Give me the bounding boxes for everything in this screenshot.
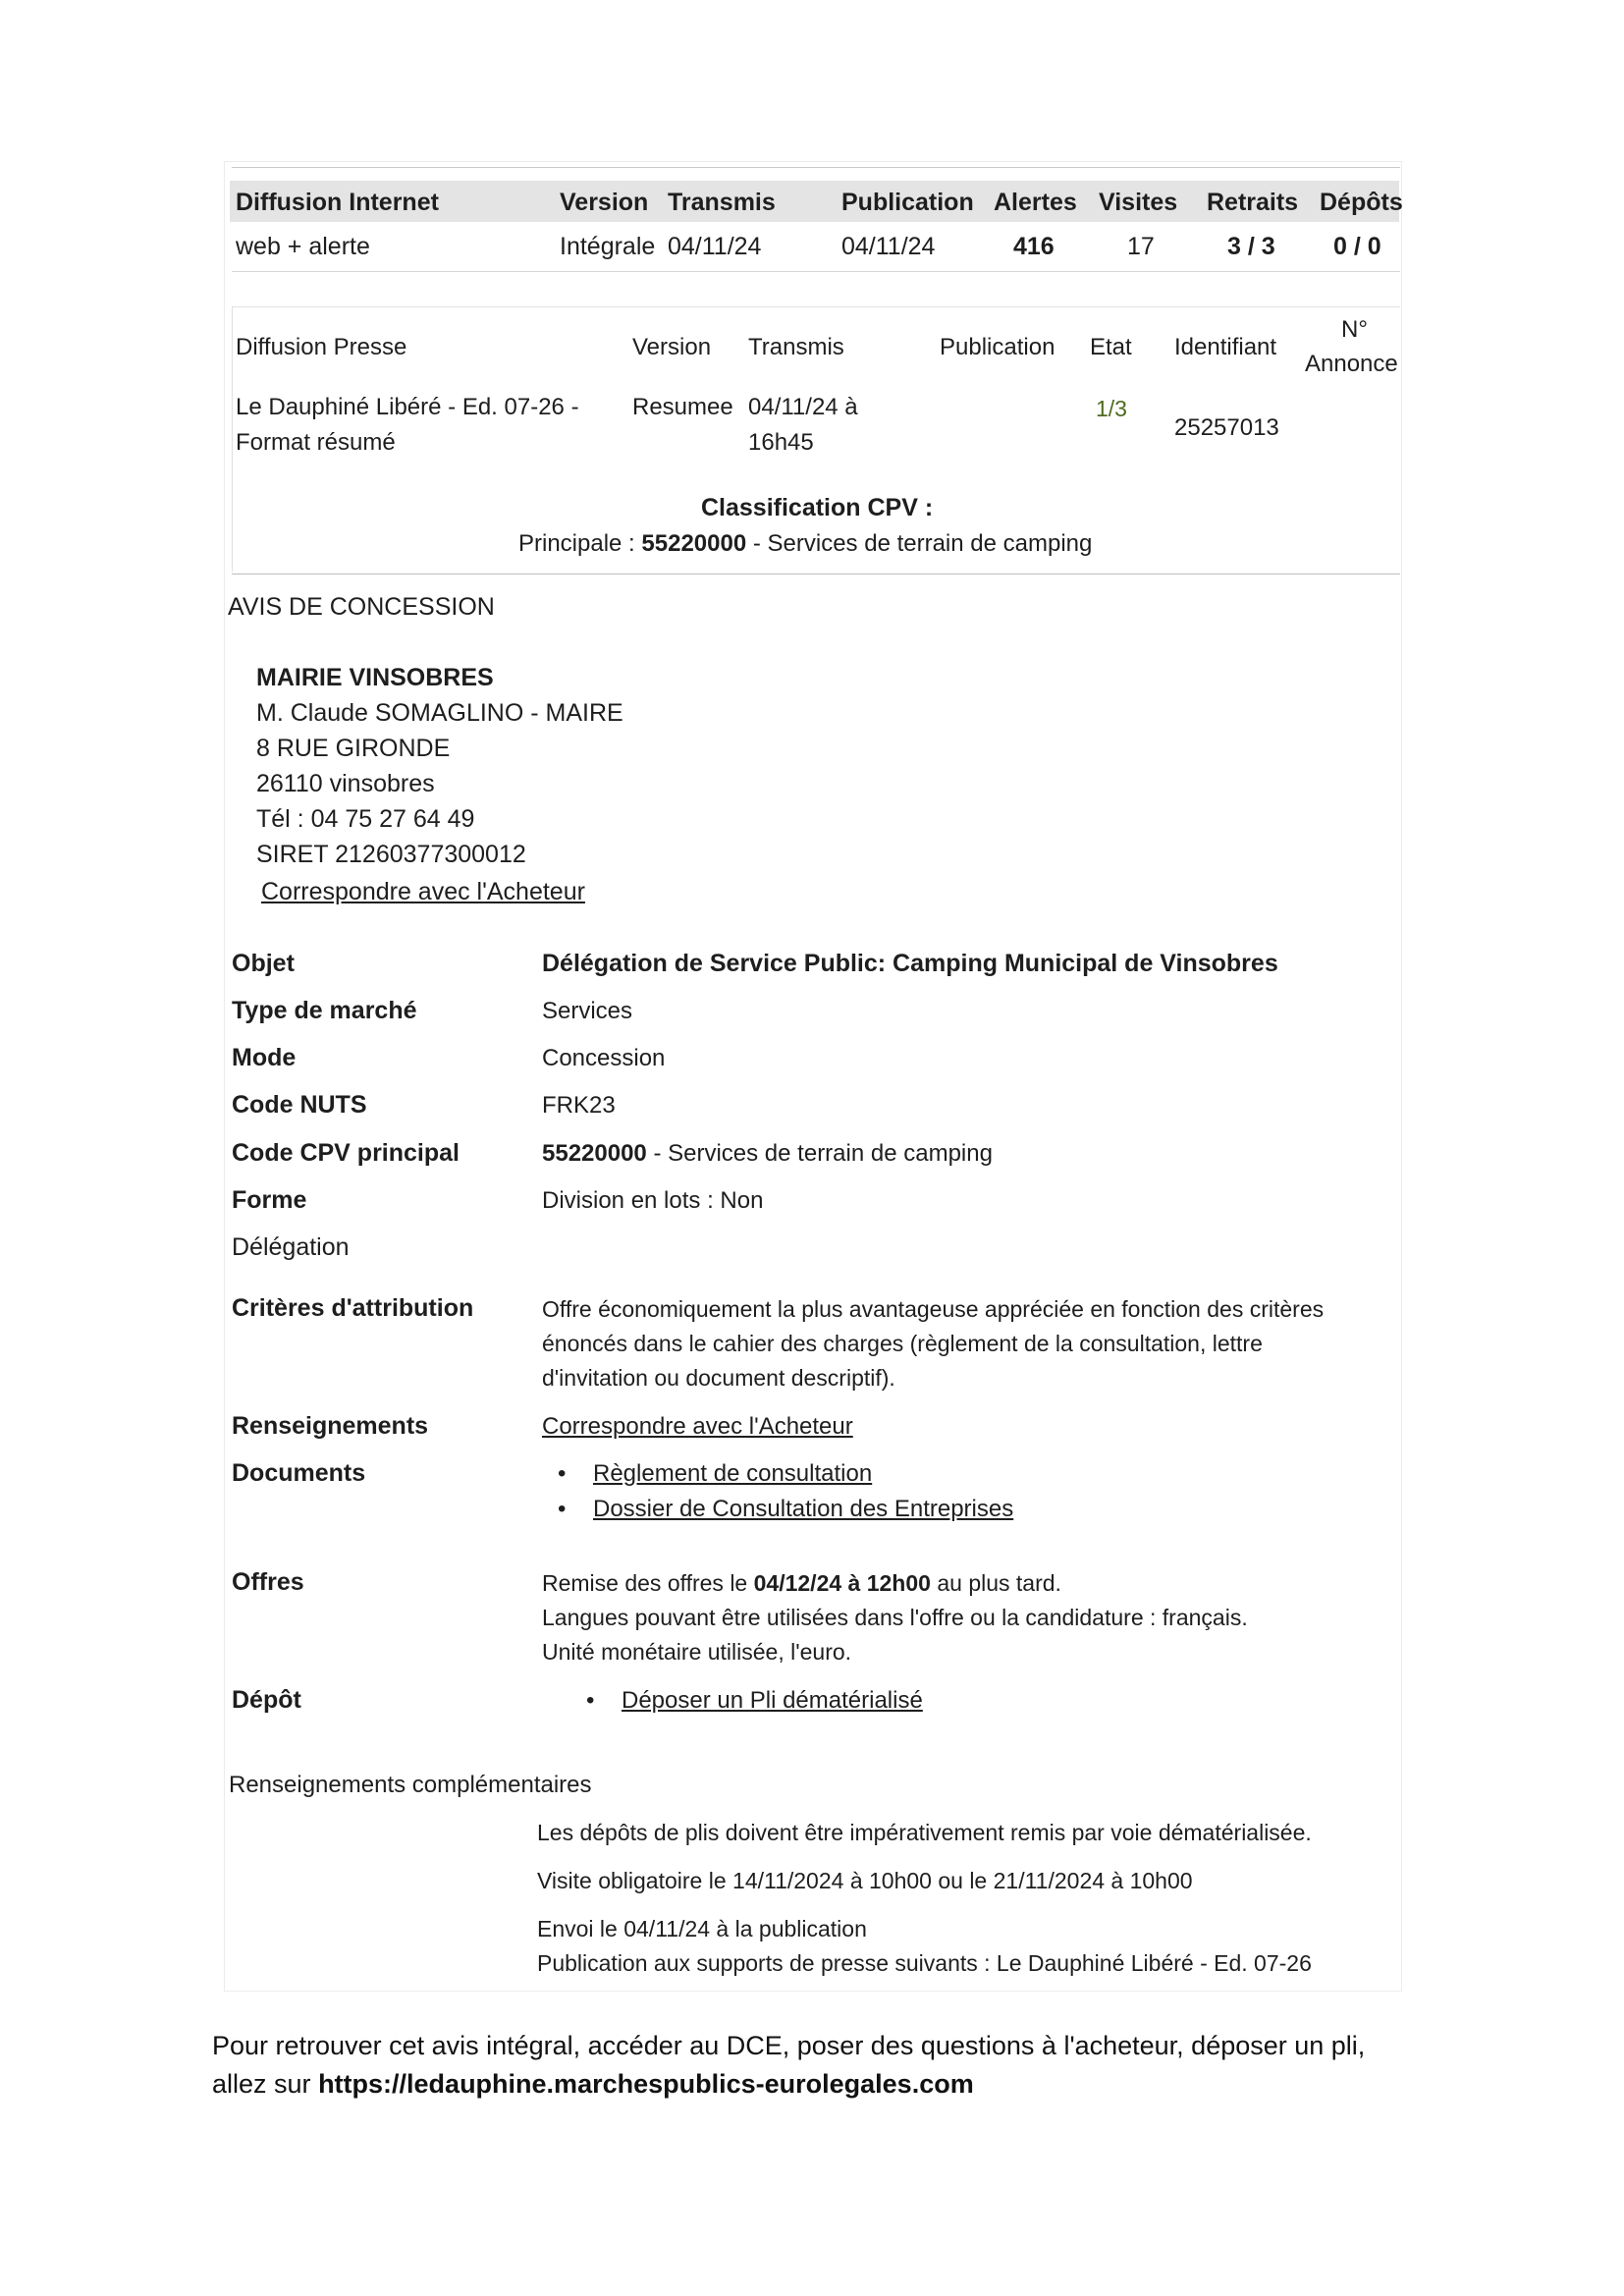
complementaires-line4: Publication aux supports de presse suivants : Le Dauphiné Libéré - Ed. 07-26: [537, 1950, 1312, 1976]
mode-label: Mode: [232, 1044, 297, 1071]
objet-label: Objet: [232, 950, 295, 977]
internet-cell-diffusion: web + alerte: [236, 233, 370, 260]
criteres-label: Critères d'attribution: [232, 1294, 474, 1322]
nuts-label: Code NUTS: [232, 1091, 367, 1119]
buyer-phone: Tél : 04 75 27 64 49: [256, 805, 475, 833]
notice-type: AVIS DE CONCESSION: [228, 593, 495, 621]
internet-cell-alertes: 416: [1013, 233, 1055, 260]
internet-header-diffusion: Diffusion Internet: [236, 189, 439, 216]
cpv-value-text: - Services de terrain de camping: [653, 1140, 993, 1167]
offres-pre: Remise des offres le: [542, 1570, 748, 1596]
presse-table-top-rule: [232, 306, 1400, 307]
type-value: Services: [542, 998, 633, 1024]
presse-cell-version: Resumee: [632, 394, 733, 420]
mode-value: Concession: [542, 1045, 666, 1071]
presse-header-version: Version: [632, 334, 712, 360]
offres-line2: Langues pouvant être utilisées dans l'offre ou la candidature : français.: [542, 1605, 1248, 1630]
internet-cell-visites: 17: [1127, 233, 1155, 260]
footer-line2: [212, 2069, 974, 2100]
offres-date: 04/12/24 à 12h00: [753, 1570, 931, 1596]
table-top-rule: [232, 167, 1400, 168]
buyer-city: 26110 vinsobres: [256, 770, 435, 797]
presse-header-numero: N°: [1341, 316, 1368, 343]
presse-header-transmis: Transmis: [748, 334, 844, 360]
complementaires-label: Renseignements complémentaires: [229, 1772, 592, 1798]
internet-header-publication: Publication: [841, 189, 974, 216]
cpv-principale-line: [518, 530, 1092, 558]
internet-header-visites: Visites: [1099, 189, 1178, 216]
buyer-address: 8 RUE GIRONDE: [256, 735, 451, 762]
cpv-value-code: 55220000: [542, 1140, 647, 1167]
presse-header-annonce: Annonce: [1305, 351, 1398, 377]
cpv-principale-prefix: Principale :: [518, 530, 635, 557]
criteres-line2: énoncés dans le cahier des charges (règlement de la consultation, lettre: [542, 1331, 1263, 1356]
cpv-classification-title: Classification CPV :: [701, 494, 934, 521]
internet-header-retraits: Retraits: [1207, 189, 1299, 216]
footer-line2-pre: allez sur: [212, 2069, 311, 2099]
cpv-label: Code CPV principal: [232, 1139, 460, 1167]
buyer-name: MAIRIE VINSOBRES: [256, 664, 494, 691]
offres-line1: [542, 1570, 1061, 1597]
presse-cell-name-line1: Le Dauphiné Libéré - Ed. 07-26 -: [236, 394, 579, 420]
internet-header-depots: Dépôts: [1320, 189, 1403, 216]
presse-header-diffusion: Diffusion Presse: [236, 334, 407, 360]
document-link-reglement[interactable]: • Règlement de consultation: [593, 1460, 872, 1488]
offres-label: Offres: [232, 1568, 304, 1596]
forme-label: Forme: [232, 1186, 307, 1214]
footer-line1: Pour retrouver cet avis intégral, accéder au DCE, poser des questions à l'acheteur, déposer un pli,: [212, 2031, 1366, 2060]
complementaires-line3: Envoi le 04/11/24 à la publication: [537, 1916, 867, 1941]
renseignements-label: Renseignements: [232, 1412, 429, 1440]
delegation-label: Délégation: [232, 1233, 350, 1261]
presse-header-etat: Etat: [1090, 334, 1132, 360]
forme-value: Division en lots : Non: [542, 1187, 764, 1214]
presse-header-publication: Publication: [940, 334, 1056, 360]
type-label: Type de marché: [232, 997, 417, 1024]
offres-post: au plus tard.: [937, 1570, 1061, 1596]
internet-cell-version: Intégrale: [560, 233, 656, 260]
presse-cell-identifiant: 25257013: [1174, 414, 1279, 441]
internet-cell-depots: 0 / 0: [1333, 233, 1381, 260]
buyer-contact: M. Claude SOMAGLINO - MAIRE: [256, 699, 623, 727]
depot-link[interactable]: • Déposer un Pli dématérialisé: [622, 1687, 923, 1715]
internet-cell-publication: 04/11/24: [841, 233, 936, 260]
presse-cell-name-line2: Format résumé: [236, 429, 396, 456]
presse-table-left-rule: [232, 306, 233, 572]
buyer-contact-link[interactable]: Correspondre avec l'Acheteur: [261, 878, 585, 905]
buyer-siret: SIRET 21260377300012: [256, 841, 526, 868]
depot-label: Dépôt: [232, 1686, 301, 1714]
internet-header-version: Version: [560, 189, 649, 216]
presse-cell-transmis-line2: 16h45: [748, 429, 814, 456]
cpv-principale-label: - Services de terrain de camping: [752, 530, 1093, 557]
cpv-value: [542, 1140, 993, 1168]
presse-cell-etat: 1/3: [1096, 396, 1127, 421]
footer-url-link[interactable]: https://ledauphine.marchespublics-eurolegales.com: [318, 2069, 974, 2099]
objet-value: Délégation de Service Public: Camping Municipal de Vinsobres: [542, 950, 1278, 977]
offres-line3: Unité monétaire utilisée, l'euro.: [542, 1639, 852, 1665]
complementaires-line2: Visite obligatoire le 14/11/2024 à 10h00 ou le 21/11/2024 à 10h00: [537, 1868, 1193, 1893]
document-link-dce[interactable]: • Dossier de Consultation des Entreprises: [593, 1496, 1013, 1523]
presse-header-identifiant: Identifiant: [1174, 334, 1277, 360]
documents-label: Documents: [232, 1459, 366, 1487]
criteres-line1: Offre économiquement la plus avantageuse appréciée en fonction des critères: [542, 1296, 1325, 1322]
internet-header-alertes: Alertes: [994, 189, 1077, 216]
criteres-line3: d'invitation ou document descriptif).: [542, 1365, 895, 1391]
complementaires-line1: Les dépôts de plis doivent être impérativement remis par voie dématérialisée.: [537, 1820, 1312, 1845]
cpv-principale-code: 55220000: [641, 530, 747, 557]
nuts-value: FRK23: [542, 1092, 616, 1119]
renseignements-link[interactable]: Correspondre avec l'Acheteur: [542, 1413, 853, 1440]
internet-header-transmis: Transmis: [668, 189, 776, 216]
presse-cell-transmis-line1: 04/11/24 à: [748, 394, 858, 420]
internet-cell-retraits: 3 / 3: [1227, 233, 1275, 260]
internet-cell-transmis: 04/11/24: [668, 233, 762, 260]
internet-table-bottom-rule: [232, 271, 1400, 272]
